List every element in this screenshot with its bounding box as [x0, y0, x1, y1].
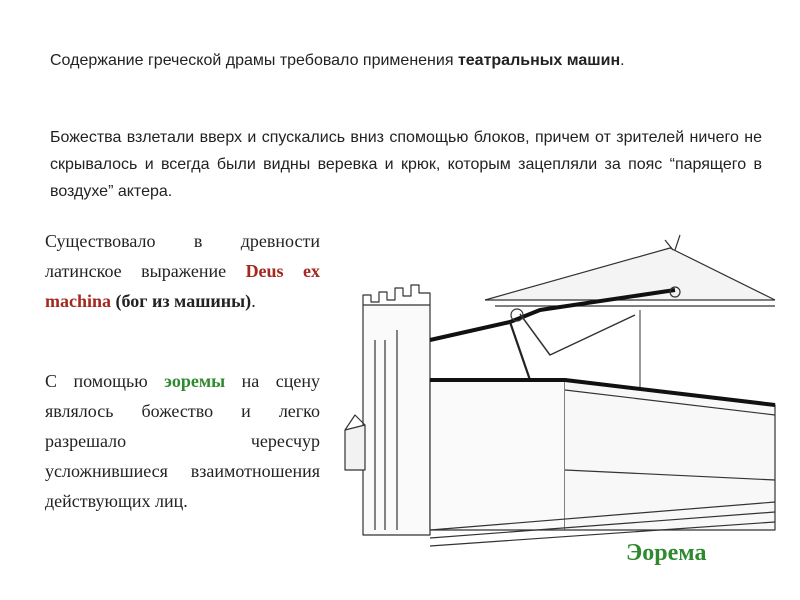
intro-paragraph — [50, 47, 755, 74]
intro-text: Содержание греческой драмы требовало применения — [50, 52, 458, 69]
tower-battlements — [363, 285, 430, 305]
eorema-text-end: на сцену являлось божество и легко разрешало чересчур усложнившиеся взаимотношения действующих лиц. — [45, 371, 320, 511]
temple-roof — [485, 248, 775, 300]
latin-translation: (бог из машины) — [111, 291, 252, 311]
temple-roof-ornament — [665, 235, 680, 250]
stage-wall-left — [430, 380, 565, 530]
eorema-text-start: С помощью — [45, 371, 165, 391]
eorema-paragraph — [45, 366, 320, 516]
deus-ex-machina-term: Deus ex machina — [45, 261, 320, 311]
latin-paragraph — [45, 226, 320, 316]
intro-period: . — [620, 52, 625, 69]
description-paragraph: Божества взлетали вверх и спускались вниз спомощью блоков, причем от зрителей ничего не скрывалось и всегда были видны веревка и крюк, которым зацепляли за пояс “парящего в воздухе” актера. — [50, 129, 762, 200]
side-building — [345, 425, 365, 470]
theatre-machine-illustration — [335, 230, 790, 550]
latin-text: Существовало в древности латинское выражение — [45, 231, 320, 281]
eorema-term: эоремы — [164, 371, 226, 391]
figure-caption: Эорема — [626, 540, 707, 566]
latin-period: . — [251, 291, 256, 311]
theatre-machines-term: театральных машин — [457, 52, 621, 69]
